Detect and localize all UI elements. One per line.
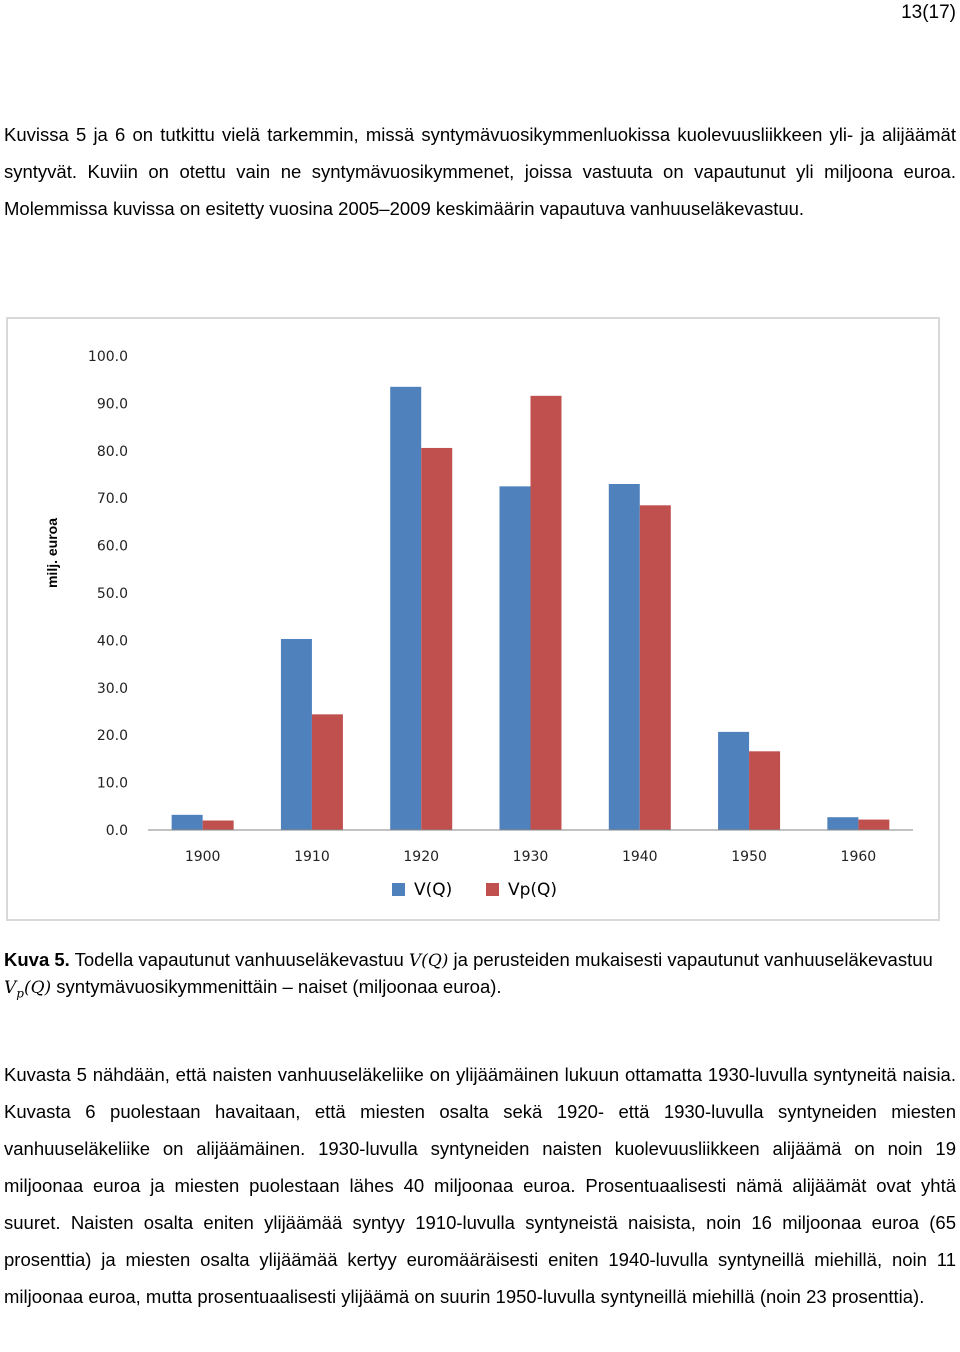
y-tick-label: 80.0 <box>96 443 128 460</box>
y-tick-label: 70.0 <box>96 491 128 508</box>
caption-math-v: V(Q) <box>408 951 449 971</box>
caption-math-vp <box>4 978 52 1001</box>
caption-math-vp-sub: p <box>16 986 24 1001</box>
y-tick-label: 10.0 <box>96 775 128 792</box>
x-tick-label: 1920 <box>403 849 440 865</box>
y-tick-label: 50.0 <box>96 586 128 602</box>
chart-canvas <box>8 319 942 923</box>
bar-vpq-1900 <box>203 821 234 830</box>
body-paragraph: Kuvasta 5 nähdään, että naisten vanhuuseläkeliike on ylijäämäinen lukuun ottamatta 1930-luvulla syntyneitä naisia. Kuvasta 6 puolestaan havaitaan, että miesten osalta sekä 1920- että 1930-luvulla syntyneiden miesten vanhuuseläkeliike on alijäämäinen. 1930-luvulla syntyneiden naisten kuolevuusliikkeen alijäämä on noin 19 miljoonaa euroa ja miesten puolestaan lähes 40 miljoonaa euroa. Prosentuaalisesti nämä alijäämät ovat yhtä suuret. Naisten osalta eniten ylijäämää syntyy 1910-luvulla syntyneistä naisista, noin 16 miljoonaa euroa (65 prosenttia) ja miesten osalta ylijäämää kertyy euromääräisesti eniten 1940-luvulla syntyneillä miehillä, noin 11 miljoonaa euroa, mutta prosentuaalisesti ylijäämä on suurin 1950-luvulla syntyneillä miehillä (noin 23 prosenttia). <box>4 1064 956 1307</box>
bar-chart <box>6 317 940 921</box>
bar-vq-1920 <box>390 387 421 830</box>
legend-swatch-vq <box>392 883 405 896</box>
caption-text-1: Todella vapautunut vanhuuseläkevastuu <box>69 949 409 970</box>
bar-vpq-1950 <box>749 751 780 830</box>
bar-vpq-1910 <box>312 714 343 830</box>
bar-vpq-1960 <box>858 820 889 830</box>
bar-vq-1950 <box>718 732 749 830</box>
caption-label: Kuva 5. <box>4 949 70 970</box>
bar-vq-1940 <box>609 484 640 830</box>
legend-swatch-vpq <box>486 883 499 896</box>
legend-label-vpq: Vp(Q) <box>508 880 558 900</box>
y-tick-label: 90.0 <box>96 396 128 413</box>
bar-vq-1900 <box>172 815 203 830</box>
x-tick-label: 1960 <box>840 849 877 865</box>
y-axis-label: milj. euroa <box>44 517 60 589</box>
caption-text-3: syntymävuosikymmenittäin – naiset (miljoonaa euroa). <box>51 976 502 997</box>
x-tick-label: 1910 <box>294 849 330 865</box>
bar-vq-1910 <box>281 639 312 830</box>
intro-paragraph: Kuvissa 5 ja 6 on tutkittu vielä tarkemmin, missä syntymävuosikymmenluokissa kuolevuusliikkeen yli- ja alijäämät syntyvät. Kuviin on otettu vain ne syntymävuosikymmenet, joissa vastuuta on vapautunut yli miljoona euroa. Molemmissa kuvissa on esitetty vuosina 2005–2009 keskimäärin vapautuva vanhuuseläkevastuu. <box>4 124 956 219</box>
caption-text-2: ja perusteiden mukaisesti vapautunut vanhuuseläkevastuu <box>448 949 933 970</box>
page-number: 13(17) <box>901 2 956 23</box>
y-tick-label: 100.0 <box>87 349 128 365</box>
x-tick-label: 1900 <box>184 849 221 865</box>
bar-vpq-1930 <box>531 396 562 830</box>
bar-vpq-1920 <box>421 448 452 830</box>
y-tick-label: 20.0 <box>96 728 128 745</box>
caption-math-vp-arg: (Q) <box>23 978 52 998</box>
caption-math-vp-main: V <box>4 978 17 998</box>
y-tick-label: 60.0 <box>96 538 128 555</box>
legend-label-vq: V(Q) <box>414 880 453 900</box>
y-tick-label: 30.0 <box>96 680 128 697</box>
x-tick-label: 1950 <box>731 849 767 865</box>
y-tick-label: 0.0 <box>105 823 128 839</box>
x-tick-label: 1940 <box>621 849 658 865</box>
figure-caption <box>4 947 956 1006</box>
bar-vq-1930 <box>500 486 531 830</box>
x-tick-label: 1930 <box>512 849 549 865</box>
y-tick-label: 40.0 <box>96 633 128 650</box>
bar-vpq-1940 <box>640 505 671 830</box>
bar-vq-1960 <box>827 817 858 830</box>
